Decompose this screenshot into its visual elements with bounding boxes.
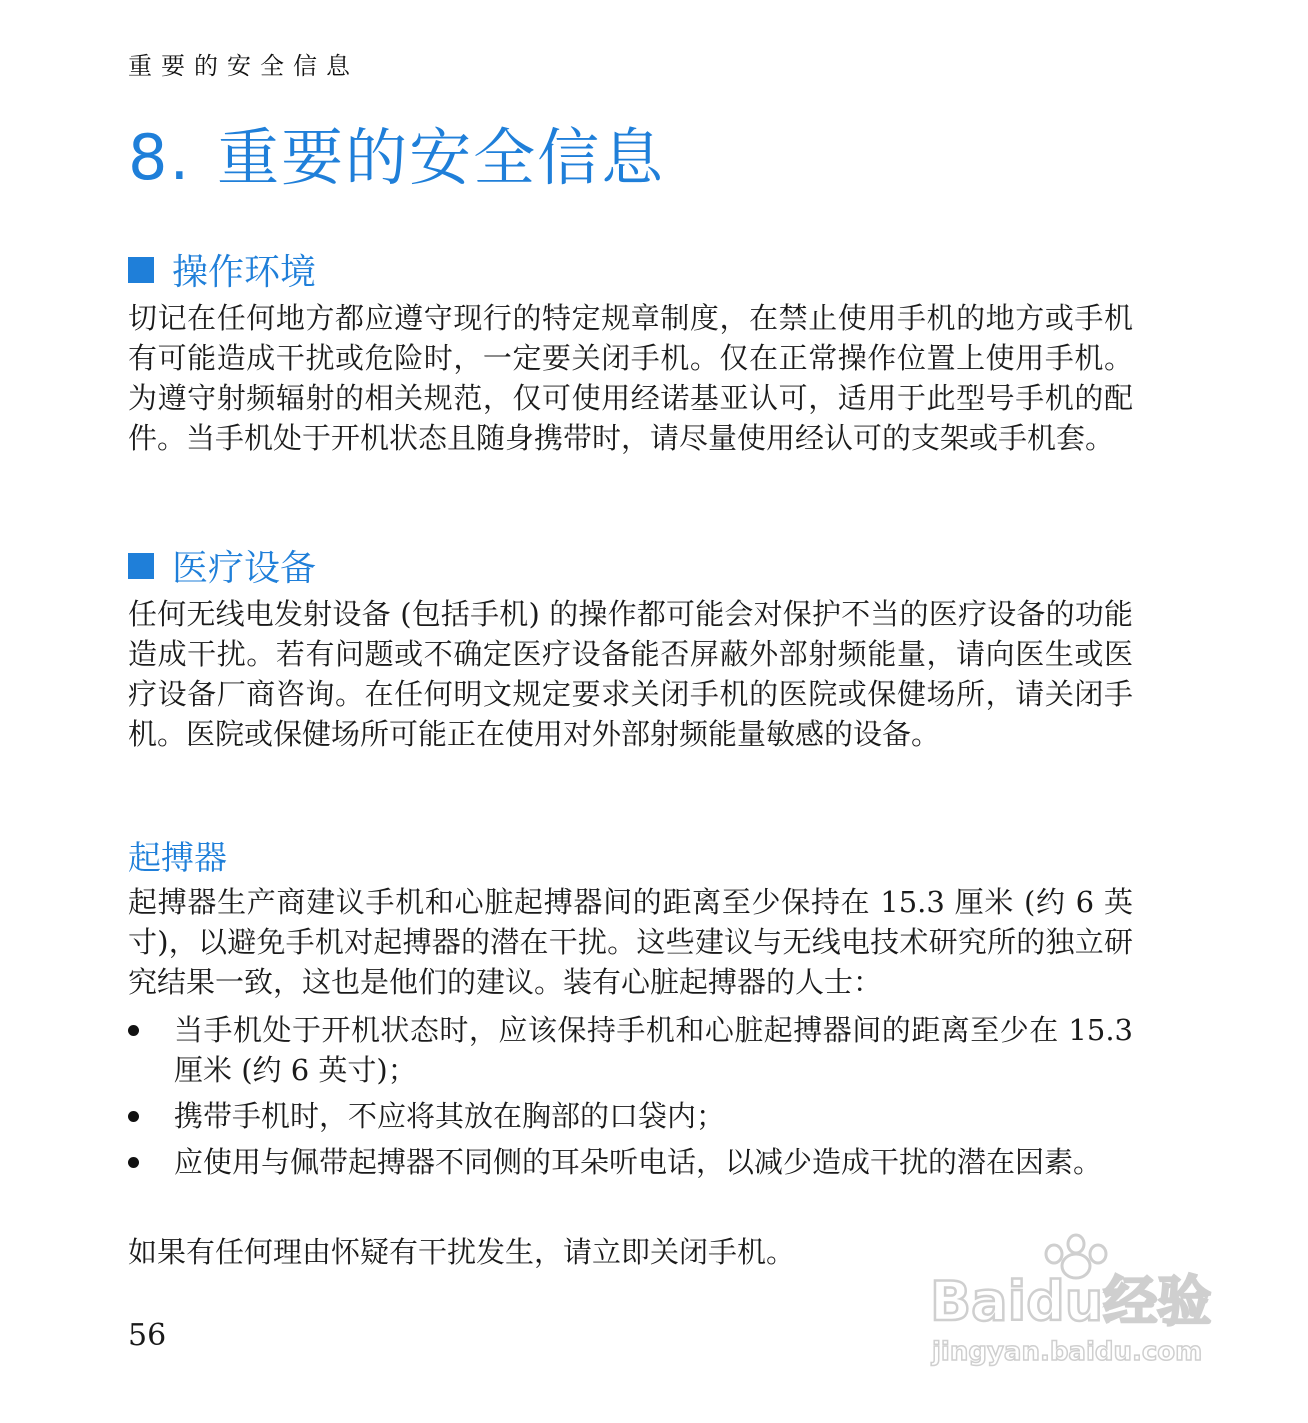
- subsection-intro-pacemaker: 起搏器生产商建议手机和心脏起搏器间的距离至少保持在 15.3 厘米 (约 6 英寸)，以避免手机对起搏器的潜在干扰。这些建议与无线电技术研究所的独立研究结果一致，这也是他们的建议。装有心脏起搏器的人士：: [128, 885, 1133, 999]
- section-square-icon: [128, 257, 154, 283]
- subsection-heading-pacemaker: 起搏器: [128, 838, 227, 877]
- section-body-medical-devices: 任何无线电发射设备 (包括手机) 的操作都可能会对保护不当的医疗设备的功能造成干扰。若有问题或不确定医疗设备能否屏蔽外部射频能量，请向医生或医疗设备厂商咨询。在任何明文规定要求关闭手机的医院或保健场所，请关闭手机。医院或保健场所可能正在使用对外部射频能量敏感的设备。: [128, 597, 1133, 751]
- list-item: [128, 1142, 1133, 1182]
- watermark-url: jingyan.baidu.com: [932, 1337, 1203, 1367]
- list-item-text: 当手机处于开机状态时，应该保持手机和心脏起搏器间的距离至少在 15.3 厘米 (约 6 英寸)；: [174, 1013, 1133, 1087]
- list-item-text: 携带手机时，不应将其放在胸部的口袋内；: [174, 1099, 726, 1133]
- chapter-title-text: 重要的安全信息: [217, 121, 666, 194]
- section-heading-medical-devices: [128, 540, 316, 591]
- baidu-jingyan-watermark-logo: [926, 1232, 1226, 1372]
- list-item: [128, 1010, 1133, 1090]
- pacemaker-bullet-list: [128, 1010, 1133, 1188]
- bullet-dot-icon: [128, 1157, 139, 1168]
- section-square-icon: [128, 553, 154, 579]
- bullet-dot-icon: [128, 1025, 139, 1036]
- list-item: [128, 1096, 1133, 1136]
- section-heading-operating-environment: [128, 244, 316, 295]
- chapter-number: 8.: [128, 121, 192, 194]
- running-header: 重要的安全信息: [128, 52, 359, 80]
- chapter-title: [128, 108, 665, 197]
- section-heading-text: 医疗设备: [172, 548, 317, 589]
- list-item-text: 应使用与佩带起搏器不同侧的耳朵听电话，以减少造成干扰的潜在因素。: [174, 1145, 1103, 1179]
- watermark-brand: Baidu经验: [930, 1270, 1212, 1333]
- section-body-operating-environment: 切记在任何地方都应遵守现行的特定规章制度，在禁止使用手机的地方或手机有可能造成干扰或危险时，一定要关闭手机。仅在正常操作位置上使用手机。为遵守射频辐射的相关规范，仅可使用经诺基亚认可，适用于此型号手机的配件。当手机处于开机状态且随身携带时，请尽量使用经认可的支架或手机套。: [128, 301, 1133, 455]
- closing-paragraph: 如果有任何理由怀疑有干扰发生，请立即关闭手机。: [128, 1235, 796, 1269]
- bullet-dot-icon: [128, 1111, 139, 1122]
- section-heading-text: 操作环境: [172, 252, 317, 293]
- page-number: 56: [128, 1318, 167, 1353]
